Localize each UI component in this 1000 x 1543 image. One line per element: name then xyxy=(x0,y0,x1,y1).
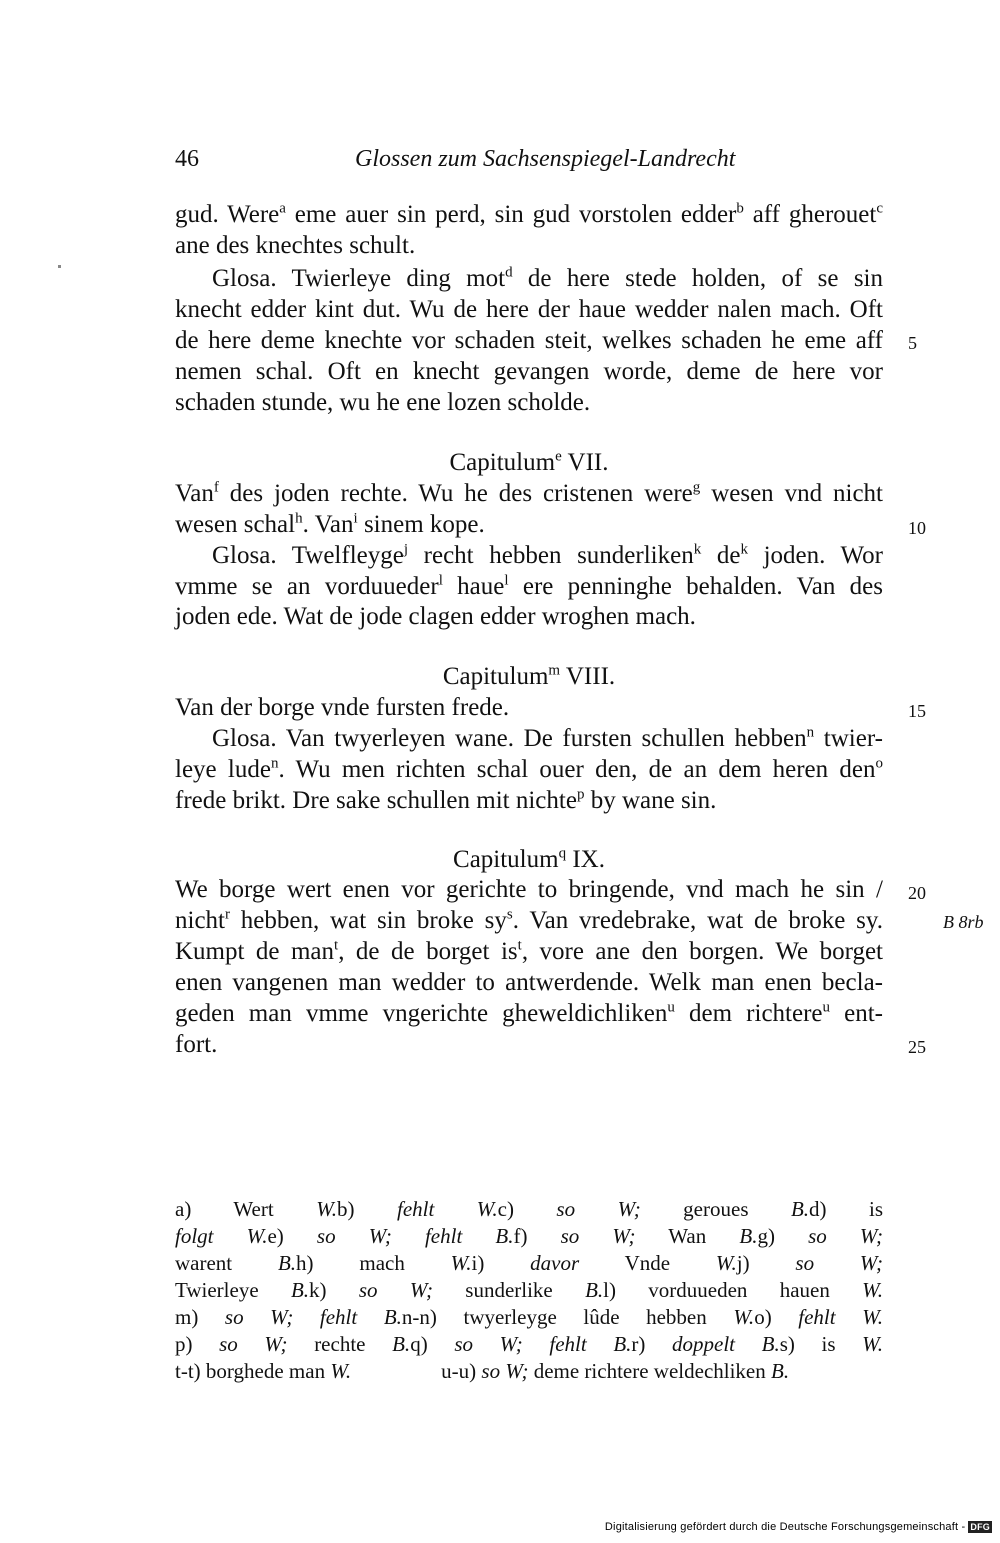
text-line-16: frede brikt. Dre sake schullen mit nichte$^p$ by wane sin. xyxy=(175,786,717,814)
line-number-10: 10 xyxy=(908,518,926,538)
line-number-25: 25 xyxy=(908,1037,926,1057)
speck-mark xyxy=(58,265,61,268)
text-line-22: fort. xyxy=(175,1031,218,1058)
text-line-11: vmme se an vorduueder$^l$ haue$^l$ ere penninghe behalden. Van des xyxy=(175,572,883,600)
text-line-15: leye lude$^n$. Wu men richten schal ouer den, de an dem heren den$^o$ xyxy=(175,755,884,783)
text-line-14: Glosa. Van twyerleyen wane. De fursten schullen hebben$^n$ twier- xyxy=(212,724,883,752)
dfg-logo-icon: DFG xyxy=(970,1522,990,1533)
text-line-20: enen vangenen man wedder to antwerdende. Welk man enen becla- xyxy=(175,969,883,996)
text-line-2: ane des knechtes schult. xyxy=(175,232,416,259)
text-line-1: gud. Were$^a$ eme auer sin perd, sin gud vorstolen edder$^b$ aff gherouet$^c$ xyxy=(175,200,883,228)
text-line-5: de here deme knechte vor schaden steit, welkes schaden he eme aff xyxy=(175,327,883,354)
text-line-10: Glosa. Twelfleyge$^j$ recht hebben sunderliken$^k$ $de^k$ joden. Wor xyxy=(212,541,883,569)
text-line-3: Glosa. Twierleye ding mot$^d$ de here stede holden, of se sin xyxy=(212,264,884,292)
line-number-15: 15 xyxy=(908,701,926,721)
text-line-7: schaden stunde, wu he ene lozen scholde. xyxy=(175,389,591,416)
text-line-17: We borge wert enen vor gerichte to bringende, vnd mach he sin / xyxy=(175,876,883,903)
text-line-19: Kumpt de man$^t$, de de borget $is^t$, vore ane den borgen. We borget xyxy=(175,937,883,965)
footnote-line-5: m) so W; fehlt B.n-n) twyerleyge lûde hebben W.o) fehlt W. xyxy=(175,1305,884,1329)
line-number-5: 5 xyxy=(908,333,917,353)
text-line-21: geden man vmme vngerichte gheweldichliken$^u$ dem richtere$^u$ ent- xyxy=(175,999,883,1027)
margin-note: B 8rb xyxy=(943,912,984,932)
chapter-heading-ix: Capitulum$^q$ IX. xyxy=(453,845,605,873)
text-line-6: nemen schal. Oft en knecht gevangen worde, deme de here vor xyxy=(175,358,883,385)
chapter-heading-viii: Capitulum$^m$ VIII. xyxy=(442,662,616,690)
page-number: 46 xyxy=(175,146,199,172)
chapter-heading-vii: Capitulum$^e$ VII. xyxy=(449,448,609,476)
digitization-footer xyxy=(605,1521,992,1533)
text-line-12: joden ede. Wat de jode clagen edder wroghen mach. xyxy=(175,603,696,630)
text-line-13: Van der borge vnde fursten frede. xyxy=(175,694,510,721)
footer-text: Digitalisierung gefördert durch die Deutsche Forschungsgemeinschaft - xyxy=(604,1521,966,1533)
line-number-20: 20 xyxy=(908,883,926,903)
footnote-line-2: folgt W.e) so W; fehlt B.f) so W; Wan B.g) so W; xyxy=(175,1224,883,1248)
text-line-8: Van$^f$ des joden rechte. Wu he des cristenen were$^g$ wesen vnd nicht xyxy=(175,479,883,507)
text-line-4: knecht edder kint dut. Wu de here der haue wedder nalen mach. Oft xyxy=(175,296,883,323)
footnote-line-3: warent B.h) mach W.i) davor Vnde W.j) so W; xyxy=(175,1251,884,1275)
running-title: Glossen zum Sachsenspiegel-Landrecht xyxy=(355,146,736,172)
footnote-line-4: Twierleye B.k) so W; sunderlike B.l) vorduueden hauen W. xyxy=(175,1278,883,1302)
footnote-line-6: p) so W; rechte B.q) so W; fehlt B.r) doppelt B.s) is W. xyxy=(175,1332,883,1356)
text-line-18: nicht$^r$ hebben, wat sin broke $sy^s$. Van vredebrake, wat de broke sy. xyxy=(175,906,883,934)
text-line-9: wesen schal$^h$. Van$^i$ sinem kope. xyxy=(175,510,485,538)
footnote-line-7: t-t) borghede man W. u-u) so W; deme richtere weldechliken B. xyxy=(175,1359,790,1383)
footnote-line-1: a) Wert W.b) fehlt W.c) so W; geroues B.d) is xyxy=(175,1197,884,1221)
